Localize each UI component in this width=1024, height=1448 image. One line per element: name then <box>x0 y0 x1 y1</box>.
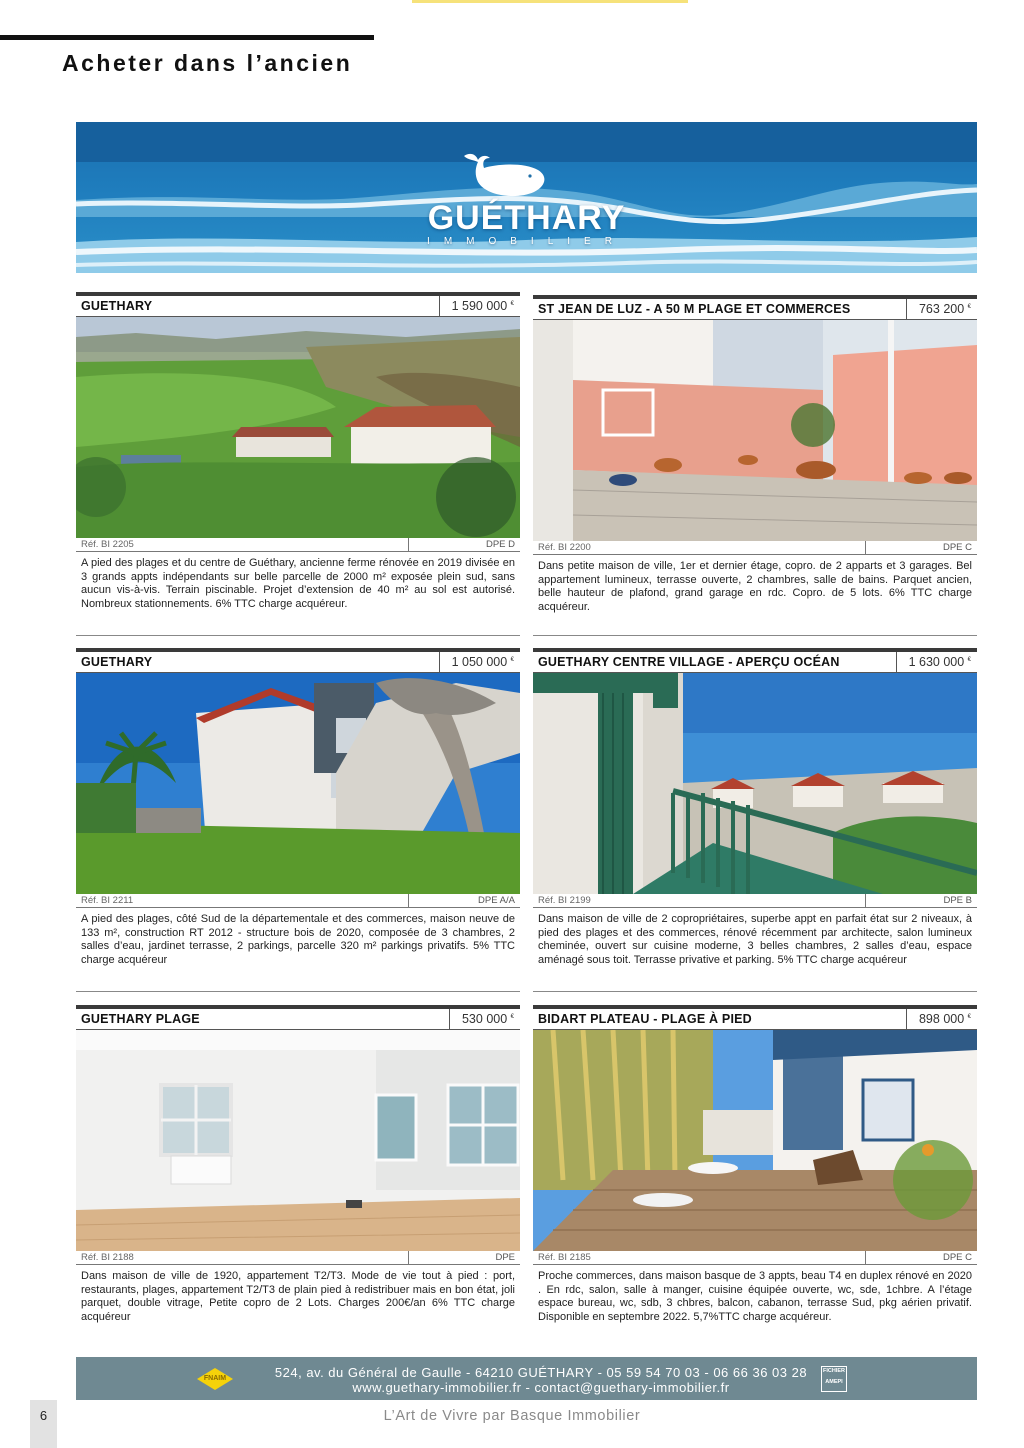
card-divider <box>533 635 977 636</box>
listing-header <box>76 1005 520 1030</box>
listing-description: Dans maison de ville de 1920, appartement T2/T3. Mode de vie tout à pied : port, restaurants, plages, appartement T2/T3 de plain pied à redistribuer mais en bon état, joli parquet, double vitrage, Petite copro de 2 Lots. Charges 200€/an 6% TTC charge acquéreur <box>81 1270 515 1323</box>
brand-name: GUÉTHARY <box>427 199 626 237</box>
listing-card[interactable] <box>76 1005 520 1324</box>
listing-header <box>76 292 520 317</box>
listing-location: GUETHARY <box>81 299 153 313</box>
listing-ref: Réf. BI 2200 <box>538 542 591 553</box>
listing-dpe: DPE C <box>865 541 977 555</box>
listing-card[interactable] <box>76 292 520 611</box>
listing-ref: Réf. BI 2185 <box>538 1252 591 1263</box>
banner-brand <box>76 200 977 247</box>
ocean-wave-image <box>76 122 977 273</box>
page-number-tab <box>30 1400 57 1448</box>
listing-location: GUETHARY PLAGE <box>81 1012 200 1026</box>
listing-ref-row <box>76 894 520 908</box>
listing-ref-row <box>533 1251 977 1265</box>
listing-dpe: DPE C <box>865 1251 977 1265</box>
listing-card[interactable] <box>533 1005 977 1324</box>
terrace-photo[interactable] <box>533 320 977 541</box>
listing-ref-row <box>76 538 520 552</box>
agency-banner <box>76 122 977 273</box>
top-accent-line <box>412 0 688 3</box>
listing-ref: Réf. BI 2205 <box>81 539 134 550</box>
fnaim-logo: FNAIM <box>194 1366 236 1392</box>
listing-price: 763 200 € <box>906 299 977 319</box>
listing-ref: Réf. BI 2188 <box>81 1252 134 1263</box>
wood-deck-photo[interactable] <box>533 1030 977 1251</box>
listing-description: Proche commerces, dans maison basque de 3 appts, beau T4 en duplex rénové en 2020 . En rdc, salon, salle à manger, cuisine équipée ouverte, wc, sde, 1chbre. A l’étage espace bureau, wc, sdb, 3 chbres, balcon, cabanon, terrasse Sud, pkg aérien privatif. Disponible en septembre 2022. 5,7%TTC charge acquéreur. <box>538 1270 972 1323</box>
new-house-photo[interactable] <box>76 673 520 894</box>
card-divider <box>76 991 520 992</box>
listing-header <box>533 295 977 320</box>
card-divider <box>533 991 977 992</box>
listing-dpe: DPE D <box>408 538 520 552</box>
agency-address: 524, av. du Général de Gaulle - 64210 GUÉTHARY - 05 59 54 70 03 - 06 66 36 03 28 <box>274 1365 808 1380</box>
listing-description: Dans maison de ville de 2 copropriétaires, superbe appt en parfait état sur 2 niveaux, à pied des plages et des commerces, rénové récemment par architecte, salon lumineux cheminée, ouvert sur cuisine moderne, 3 belles chambres, 2 salles d’eau, espace aménagé sous toit. Terrasse privative et parking. 5% TTC charge acquéreur <box>538 913 972 966</box>
listing-dpe: DPE B <box>865 894 977 908</box>
listing-price: 530 000 € <box>449 1009 520 1029</box>
listing-header <box>533 648 977 673</box>
listing-header <box>76 648 520 673</box>
listing-ref: Réf. BI 2211 <box>81 895 134 906</box>
listing-description: A pied des plages, côté Sud de la départementale et des commerces, maison neuve de 133 m², construction RT 2012 - structure bois de 2020, composée de 3 chambres, 2 salles d’eau, jardinet terrasse, 2 parkings, parcelle 320 m² parkings privatifs. 5% TTC charge acquéreur <box>81 913 515 966</box>
listing-location: GUETHARY <box>81 655 153 669</box>
listing-card[interactable] <box>533 648 977 967</box>
empty-room-photo[interactable] <box>76 1030 520 1251</box>
listing-description: A pied des plages et du centre de Guéthary, ancienne ferme rénovée en 2019 divisée en 3 grands appts indépendants sur belle parcelle de 2000 m² exposée plein sud, sans aucun vis-à-vis. Terrain piscinable. Projet d’extension de 40 m² au sol est autorisé. Nombreux stationnements. 6% TTC charge acquéreur. <box>81 557 515 610</box>
listing-header <box>533 1005 977 1030</box>
page-number: 6 <box>39 1408 48 1423</box>
agency-contact-bar <box>76 1357 977 1400</box>
listing-price: 898 000 € <box>906 1009 977 1029</box>
agency-web-contact[interactable]: www.guethary-immobilier.fr - contact@guethary-immobilier.fr <box>352 1380 730 1395</box>
listing-location: ST JEAN DE LUZ - A 50 M PLAGE ET COMMERCES <box>538 302 851 316</box>
listing-dpe: DPE A/A <box>408 894 520 908</box>
listing-ref: Réf. BI 2199 <box>538 895 591 906</box>
footer-tagline: L’Art de Vivre par Basque Immobilier <box>383 1408 641 1424</box>
section-rule <box>0 35 374 40</box>
listing-ref-row <box>533 541 977 555</box>
listing-ref-row <box>533 894 977 908</box>
listing-location: BIDART PLATEAU - PLAGE À PIED <box>538 1012 752 1026</box>
listing-card[interactable] <box>533 295 977 614</box>
balcony-photo[interactable] <box>533 673 977 894</box>
card-divider <box>76 635 520 636</box>
section-title: Acheter dans l’ancien <box>62 50 353 76</box>
listing-price: 1 590 000 € <box>439 296 520 316</box>
amepi-badge: FICHIER AMEPI <box>821 1366 847 1392</box>
listing-price: 1 630 000 € <box>896 652 977 672</box>
brand-subtitle: IMMOBILIER <box>427 236 626 247</box>
aerial-farmhouse-photo[interactable] <box>76 317 520 538</box>
listing-dpe: DPE <box>408 1251 520 1265</box>
listing-ref-row <box>76 1251 520 1265</box>
listing-description: Dans petite maison de ville, 1er et dernier étage, copro. de 2 apparts et 3 garages. Bel appartement lumineux, terrasse ouverte, 2 chambres, salle de bains. Parquet ancien, belle hauteur de plafond, grand garage en rdc. Copro. de 5 lots. 6% TTC charge acquéreur. <box>538 560 972 613</box>
listing-card[interactable] <box>76 648 520 967</box>
listing-price: 1 050 000 € <box>439 652 520 672</box>
listing-location: GUETHARY CENTRE VILLAGE - APERÇU OCÉAN <box>538 655 840 669</box>
